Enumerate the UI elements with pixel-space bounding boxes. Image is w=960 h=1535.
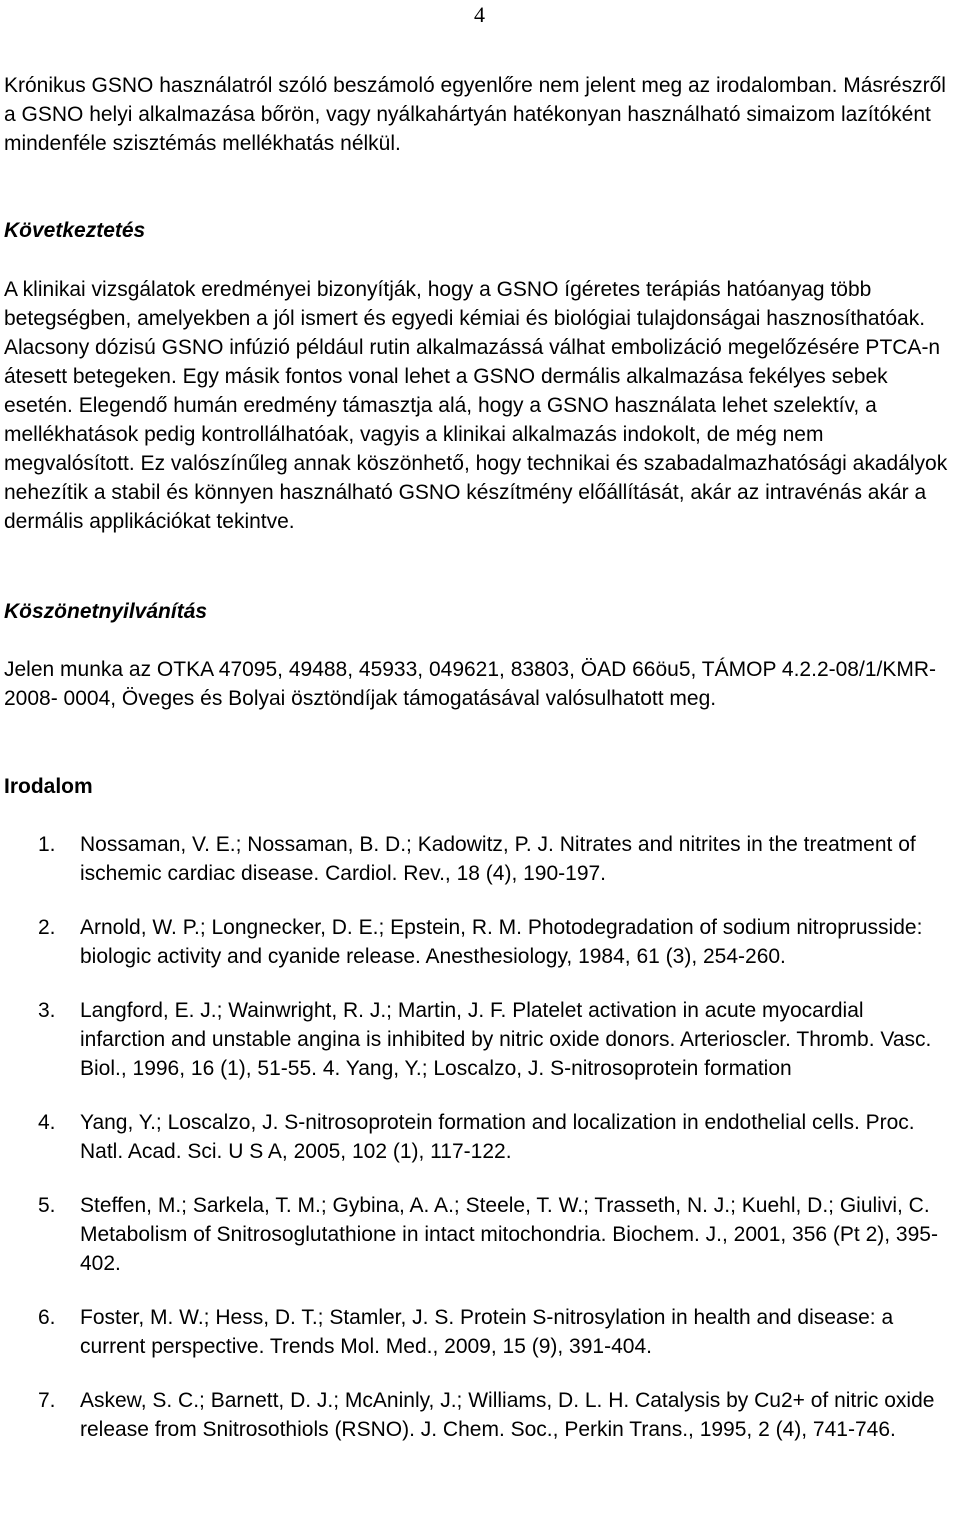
reference-text: Langford, E. J.; Wainwright, R. J.; Martin, J. F. Platelet activation in acute myocardial infarction and unstable angina is inhibited by nitric oxide donors. Arterioscler. Thromb. Vasc. Biol., 1996, 16 (1), 51-55. 4. Yang, Y.; Loscalzo, J. S-nitrosoprotein formation bbox=[80, 999, 932, 1080]
reference-item bbox=[0, 913, 952, 971]
intro-paragraph: Krónikus GSNO használatról szóló beszámoló egyenlőre nem jelent meg az irodalomban. Másrészről a GSNO helyi alkalmazása bőrön, vagy nyálkahártyán hatékonyan használható simaizom lazítóként mindenféle szisztémás mellékhatás nélkül. bbox=[4, 74, 946, 155]
reference-text: Foster, M. W.; Hess, D. T.; Stamler, J. S. Protein S-nitrosylation in health and disease: a current perspective. Trends Mol. Med., 2009, 15 (9), 391-404. bbox=[80, 1306, 894, 1358]
reference-item bbox=[0, 1386, 952, 1444]
reference-number: 2. bbox=[38, 916, 56, 939]
reference-text: Yang, Y.; Loscalzo, J. S-nitrosoprotein formation and localization in endothelial cells. Proc. Natl. Acad. Sci. U S A, 2005, 102 (1), 117-122. bbox=[80, 1111, 915, 1163]
reference-text: Steffen, M.; Sarkela, T. M.; Gybina, A. A.; Steele, T. W.; Trasseth, N. J.; Kuehl, D.; Giulivi, C. Metabolism of Snitrosoglutathione in intact mitochondria. Biochem. J., 2001, 356 (Pt 2), 395-402. bbox=[80, 1194, 938, 1275]
reference-text: Askew, S. C.; Barnett, D. J.; McAninly, J.; Williams, D. L. H. Catalysis by Cu2+ of nitric oxide release from Snitrosothiols (RSNO). J. Chem. Soc., Perkin Trans., 1995, 2 (4), 741-746. bbox=[80, 1389, 935, 1441]
conclusion-paragraph: A klinikai vizsgálatok eredményei bizonyítják, hogy a GSNO ígéretes terápiás hatóanyag több betegségben, amelyekben a jól ismert és egyedi kémiai és biológiai tulajdonságai hasznosíthatóak. Alacsony dózisú GSNO infúzió például rutin alkalmazássá válhat embolizáció megelőzésére PTCA-n átesett betegeken. Egy másik fontos vonal lehet a GSNO dermális alkalmazása fekélyes sebek esetén. Elegendő humán eredmény támasztja alá, hogy a GSNO használata lehet szelektív, a mellékhatások pedig kontrollálhatóak, vagyis a klinikai alkalmazás indokolt, de még nem megvalósított. Ez valószínűleg annak köszönhető, hogy technikai és szabadalmazhatósági akadályok nehezítik a stabil és könnyen használható GSNO készítmény előállítását, akár az intravénás akár a dermális applikációkat tekintve. bbox=[4, 278, 948, 533]
reference-number: 6. bbox=[38, 1306, 56, 1329]
page-number: 4 bbox=[474, 2, 485, 27]
reference-number: 7. bbox=[38, 1389, 56, 1412]
reference-text: Nossaman, V. E.; Nossaman, B. D.; Kadowitz, P. J. Nitrates and nitrites in the treatment of ischemic cardiac disease. Cardiol. Rev., 18 (4), 190-197. bbox=[80, 833, 916, 885]
reference-number: 3. bbox=[38, 999, 56, 1022]
reference-item bbox=[0, 1108, 952, 1166]
reference-text: Arnold, W. P.; Longnecker, D. E.; Epstein, R. M. Photodegradation of sodium nitroprusside: biologic activity and cyanide release. Anesthesiology, 1984, 61 (3), 254-260. bbox=[80, 916, 923, 968]
conclusion-heading: Következtetés bbox=[4, 219, 146, 242]
reference-number: 4. bbox=[38, 1111, 56, 1134]
reference-item bbox=[0, 1191, 952, 1278]
reference-item bbox=[0, 830, 952, 888]
reference-item bbox=[0, 1303, 952, 1361]
references-heading: Irodalom bbox=[4, 775, 93, 798]
reference-number: 5. bbox=[38, 1194, 56, 1217]
acknowledgement-heading: Köszönetnyilvánítás bbox=[4, 600, 208, 623]
reference-list bbox=[0, 830, 960, 1469]
acknowledgement-paragraph: Jelen munka az OTKA 47095, 49488, 45933, 049621, 83803, ÖAD 66öu5, TÁMOP 4.2.2-08/1/KMR-2008- 0004, Öveges és Bolyai ösztöndíjak támogatásával valósulhatott meg. bbox=[4, 658, 936, 710]
reference-item bbox=[0, 996, 952, 1083]
reference-number: 1. bbox=[38, 833, 56, 856]
